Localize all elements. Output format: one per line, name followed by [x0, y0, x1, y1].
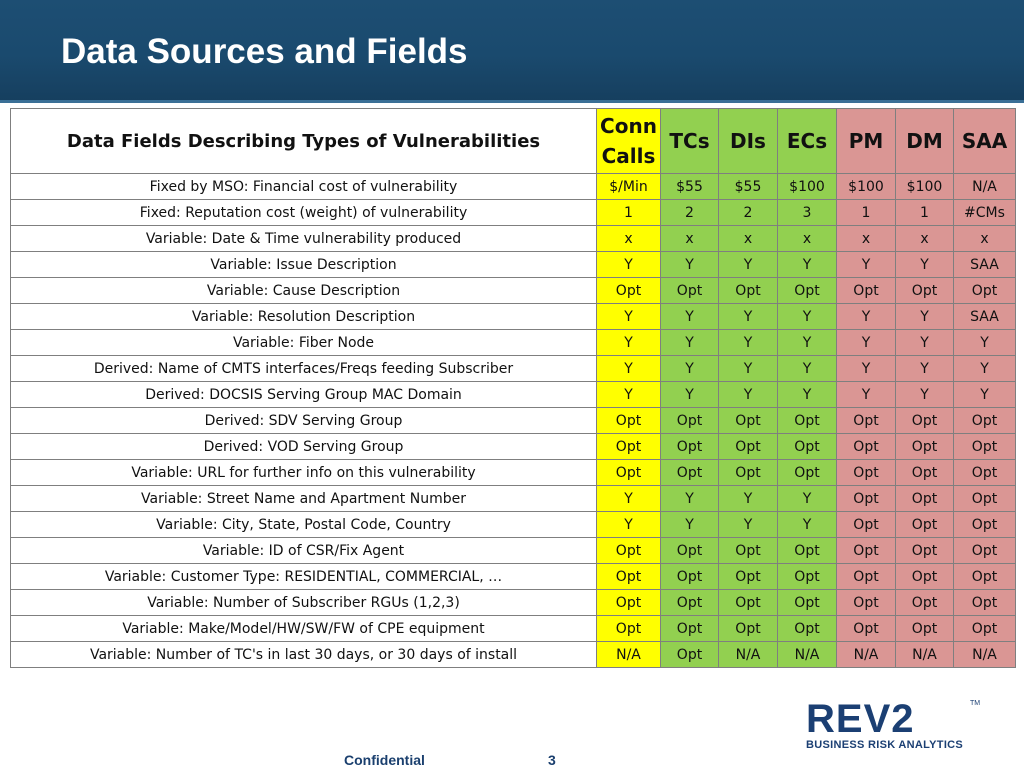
- cell-saa: x: [954, 226, 1016, 252]
- cell-pm: Y: [837, 304, 896, 330]
- cell-conn-calls: Y: [597, 486, 661, 512]
- cell-pm: Opt: [837, 538, 896, 564]
- cell-tcs: $55: [661, 174, 719, 200]
- cell-conn-calls: Y: [597, 252, 661, 278]
- cell-saa: Opt: [954, 460, 1016, 486]
- field-name-cell: Variable: Make/Model/HW/SW/FW of CPE equipment: [11, 616, 597, 642]
- field-name-cell: Variable: Issue Description: [11, 252, 597, 278]
- cell-dm: 1: [896, 200, 954, 226]
- cell-tcs: x: [661, 226, 719, 252]
- cell-tcs: Y: [661, 382, 719, 408]
- cell-dis: Y: [719, 486, 778, 512]
- table-row: [11, 382, 1016, 408]
- table-body: [11, 174, 1016, 668]
- cell-saa: Opt: [954, 486, 1016, 512]
- cell-dis: Y: [719, 304, 778, 330]
- field-name-cell: Variable: Street Name and Apartment Number: [11, 486, 597, 512]
- cell-dm: x: [896, 226, 954, 252]
- cell-dis: Y: [719, 512, 778, 538]
- cell-tcs: Opt: [661, 616, 719, 642]
- table-row: [11, 512, 1016, 538]
- cell-dm: Opt: [896, 486, 954, 512]
- field-name-cell: Variable: Number of Subscriber RGUs (1,2,3): [11, 590, 597, 616]
- cell-tcs: Opt: [661, 538, 719, 564]
- footer-confidential: Confidential: [344, 752, 425, 768]
- conn-calls-line2: Calls: [601, 144, 656, 168]
- column-header-ecs: ECs: [778, 109, 837, 174]
- cell-conn-calls: N/A: [597, 642, 661, 668]
- cell-dm: Y: [896, 356, 954, 382]
- cell-dm: Opt: [896, 590, 954, 616]
- page-number: 3: [548, 752, 556, 768]
- cell-dis: $55: [719, 174, 778, 200]
- cell-dm: Y: [896, 330, 954, 356]
- cell-ecs: Opt: [778, 616, 837, 642]
- cell-ecs: Opt: [778, 278, 837, 304]
- cell-ecs: N/A: [778, 642, 837, 668]
- cell-tcs: Y: [661, 330, 719, 356]
- cell-conn-calls: Opt: [597, 460, 661, 486]
- cell-dis: Opt: [719, 590, 778, 616]
- cell-dis: Y: [719, 252, 778, 278]
- table-row: [11, 538, 1016, 564]
- cell-tcs: Opt: [661, 434, 719, 460]
- cell-dis: Opt: [719, 460, 778, 486]
- field-name-cell: Fixed: Reputation cost (weight) of vulnerability: [11, 200, 597, 226]
- cell-saa: Opt: [954, 408, 1016, 434]
- cell-pm: Opt: [837, 486, 896, 512]
- cell-conn-calls: Opt: [597, 590, 661, 616]
- cell-conn-calls: Opt: [597, 408, 661, 434]
- cell-conn-calls: x: [597, 226, 661, 252]
- cell-saa: Y: [954, 330, 1016, 356]
- cell-dm: Y: [896, 304, 954, 330]
- field-name-cell: Variable: City, State, Postal Code, Country: [11, 512, 597, 538]
- cell-saa: Y: [954, 382, 1016, 408]
- table-row: [11, 174, 1016, 200]
- cell-conn-calls: $/Min: [597, 174, 661, 200]
- logo-tagline: BUSINESS RISK ANALYTICS: [806, 739, 964, 751]
- cell-dm: Opt: [896, 564, 954, 590]
- column-header-conn-calls: [597, 109, 661, 174]
- table-row: [11, 304, 1016, 330]
- cell-ecs: Opt: [778, 408, 837, 434]
- cell-ecs: $100: [778, 174, 837, 200]
- cell-dis: Opt: [719, 408, 778, 434]
- field-name-cell: Variable: Cause Description: [11, 278, 597, 304]
- cell-dm: Opt: [896, 512, 954, 538]
- cell-dis: N/A: [719, 642, 778, 668]
- cell-dis: 2: [719, 200, 778, 226]
- cell-ecs: x: [778, 226, 837, 252]
- cell-saa: Opt: [954, 434, 1016, 460]
- cell-pm: $100: [837, 174, 896, 200]
- table-row: [11, 226, 1016, 252]
- cell-ecs: Y: [778, 330, 837, 356]
- cell-ecs: Opt: [778, 434, 837, 460]
- cell-saa: N/A: [954, 174, 1016, 200]
- cell-saa: SAA: [954, 304, 1016, 330]
- column-header-pm: PM: [837, 109, 896, 174]
- field-name-cell: Derived: Name of CMTS interfaces/Freqs feeding Subscriber: [11, 356, 597, 382]
- cell-pm: 1: [837, 200, 896, 226]
- cell-saa: Opt: [954, 538, 1016, 564]
- cell-pm: Y: [837, 356, 896, 382]
- cell-conn-calls: 1: [597, 200, 661, 226]
- field-name-cell: Derived: DOCSIS Serving Group MAC Domain: [11, 382, 597, 408]
- table-row: [11, 408, 1016, 434]
- cell-dm: Opt: [896, 278, 954, 304]
- field-name-cell: Variable: ID of CSR/Fix Agent: [11, 538, 597, 564]
- field-name-cell: Derived: SDV Serving Group: [11, 408, 597, 434]
- table-row: [11, 460, 1016, 486]
- cell-dis: Opt: [719, 616, 778, 642]
- table-row: [11, 590, 1016, 616]
- cell-dm: Opt: [896, 408, 954, 434]
- cell-dis: Opt: [719, 278, 778, 304]
- cell-dm: Opt: [896, 616, 954, 642]
- cell-dm: Opt: [896, 538, 954, 564]
- cell-pm: x: [837, 226, 896, 252]
- cell-dm: Y: [896, 252, 954, 278]
- cell-pm: Opt: [837, 512, 896, 538]
- table-row: [11, 356, 1016, 382]
- field-name-cell: Variable: Number of TC's in last 30 days, or 30 days of install: [11, 642, 597, 668]
- cell-pm: Y: [837, 330, 896, 356]
- cell-ecs: Y: [778, 382, 837, 408]
- cell-tcs: Y: [661, 512, 719, 538]
- logo-wordmark: REV2: [806, 697, 915, 741]
- field-name-cell: Variable: Date & Time vulnerability produced: [11, 226, 597, 252]
- field-name-cell: Variable: Resolution Description: [11, 304, 597, 330]
- cell-tcs: Opt: [661, 590, 719, 616]
- cell-saa: #CMs: [954, 200, 1016, 226]
- cell-pm: Opt: [837, 460, 896, 486]
- cell-ecs: Y: [778, 486, 837, 512]
- table-row: [11, 642, 1016, 668]
- field-name-cell: Variable: URL for further info on this vulnerability: [11, 460, 597, 486]
- column-header-dis: DIs: [719, 109, 778, 174]
- column-header-tcs: TCs: [661, 109, 719, 174]
- cell-dm: Opt: [896, 460, 954, 486]
- cell-pm: Y: [837, 252, 896, 278]
- cell-ecs: 3: [778, 200, 837, 226]
- logo-trademark: TM: [970, 700, 981, 707]
- cell-dis: Opt: [719, 434, 778, 460]
- column-header-saa: SAA: [954, 109, 1016, 174]
- cell-tcs: Opt: [661, 642, 719, 668]
- cell-pm: Opt: [837, 434, 896, 460]
- cell-tcs: Y: [661, 356, 719, 382]
- cell-tcs: Y: [661, 486, 719, 512]
- cell-dm: Y: [896, 382, 954, 408]
- cell-pm: Opt: [837, 278, 896, 304]
- cell-tcs: Opt: [661, 564, 719, 590]
- cell-conn-calls: Y: [597, 382, 661, 408]
- cell-saa: Opt: [954, 278, 1016, 304]
- cell-conn-calls: Opt: [597, 538, 661, 564]
- cell-conn-calls: Opt: [597, 278, 661, 304]
- cell-saa: Y: [954, 356, 1016, 382]
- cell-dis: x: [719, 226, 778, 252]
- column-header-dm: DM: [896, 109, 954, 174]
- cell-saa: Opt: [954, 616, 1016, 642]
- cell-pm: Opt: [837, 616, 896, 642]
- cell-pm: Opt: [837, 408, 896, 434]
- cell-conn-calls: Y: [597, 304, 661, 330]
- cell-conn-calls: Opt: [597, 564, 661, 590]
- slide-header: [0, 0, 1024, 103]
- cell-dm: Opt: [896, 434, 954, 460]
- cell-ecs: Y: [778, 252, 837, 278]
- cell-conn-calls: Y: [597, 330, 661, 356]
- cell-dis: Opt: [719, 538, 778, 564]
- field-name-cell: Derived: VOD Serving Group: [11, 434, 597, 460]
- cell-saa: N/A: [954, 642, 1016, 668]
- cell-tcs: 2: [661, 200, 719, 226]
- table-row: [11, 252, 1016, 278]
- field-name-cell: Fixed by MSO: Financial cost of vulnerability: [11, 174, 597, 200]
- table-row: [11, 278, 1016, 304]
- cell-pm: N/A: [837, 642, 896, 668]
- table-header-row: [11, 109, 1016, 174]
- cell-dis: Opt: [719, 564, 778, 590]
- cell-saa: SAA: [954, 252, 1016, 278]
- table-row: [11, 564, 1016, 590]
- cell-saa: Opt: [954, 564, 1016, 590]
- cell-conn-calls: Opt: [597, 434, 661, 460]
- cell-ecs: Opt: [778, 590, 837, 616]
- page-title: Data Sources and Fields: [61, 32, 468, 71]
- cell-dm: N/A: [896, 642, 954, 668]
- table-row: [11, 434, 1016, 460]
- cell-ecs: Y: [778, 304, 837, 330]
- table-row: [11, 486, 1016, 512]
- cell-saa: Opt: [954, 512, 1016, 538]
- vulnerability-table-container: [10, 108, 1015, 663]
- conn-calls-line1: Conn: [600, 114, 657, 138]
- cell-tcs: Opt: [661, 278, 719, 304]
- cell-ecs: Opt: [778, 460, 837, 486]
- field-name-cell: Variable: Fiber Node: [11, 330, 597, 356]
- cell-conn-calls: Opt: [597, 616, 661, 642]
- cell-dis: Y: [719, 382, 778, 408]
- table-row: [11, 200, 1016, 226]
- cell-pm: Y: [837, 382, 896, 408]
- cell-tcs: Y: [661, 252, 719, 278]
- cell-pm: Opt: [837, 590, 896, 616]
- cell-tcs: Y: [661, 304, 719, 330]
- rev2-logo: [806, 697, 982, 756]
- field-name-cell: Variable: Customer Type: RESIDENTIAL, COMMERCIAL, …: [11, 564, 597, 590]
- table-row: [11, 330, 1016, 356]
- cell-dis: Y: [719, 356, 778, 382]
- cell-saa: Opt: [954, 590, 1016, 616]
- table-row: [11, 616, 1016, 642]
- cell-tcs: Opt: [661, 408, 719, 434]
- cell-ecs: Y: [778, 356, 837, 382]
- cell-conn-calls: Y: [597, 512, 661, 538]
- cell-pm: Opt: [837, 564, 896, 590]
- cell-conn-calls: Y: [597, 356, 661, 382]
- cell-ecs: Y: [778, 512, 837, 538]
- cell-dis: Y: [719, 330, 778, 356]
- cell-dm: $100: [896, 174, 954, 200]
- cell-ecs: Opt: [778, 564, 837, 590]
- vulnerability-fields-table: [10, 108, 1016, 668]
- cell-ecs: Opt: [778, 538, 837, 564]
- cell-tcs: Opt: [661, 460, 719, 486]
- column-header-field: Data Fields Describing Types of Vulnerabilities: [11, 109, 597, 174]
